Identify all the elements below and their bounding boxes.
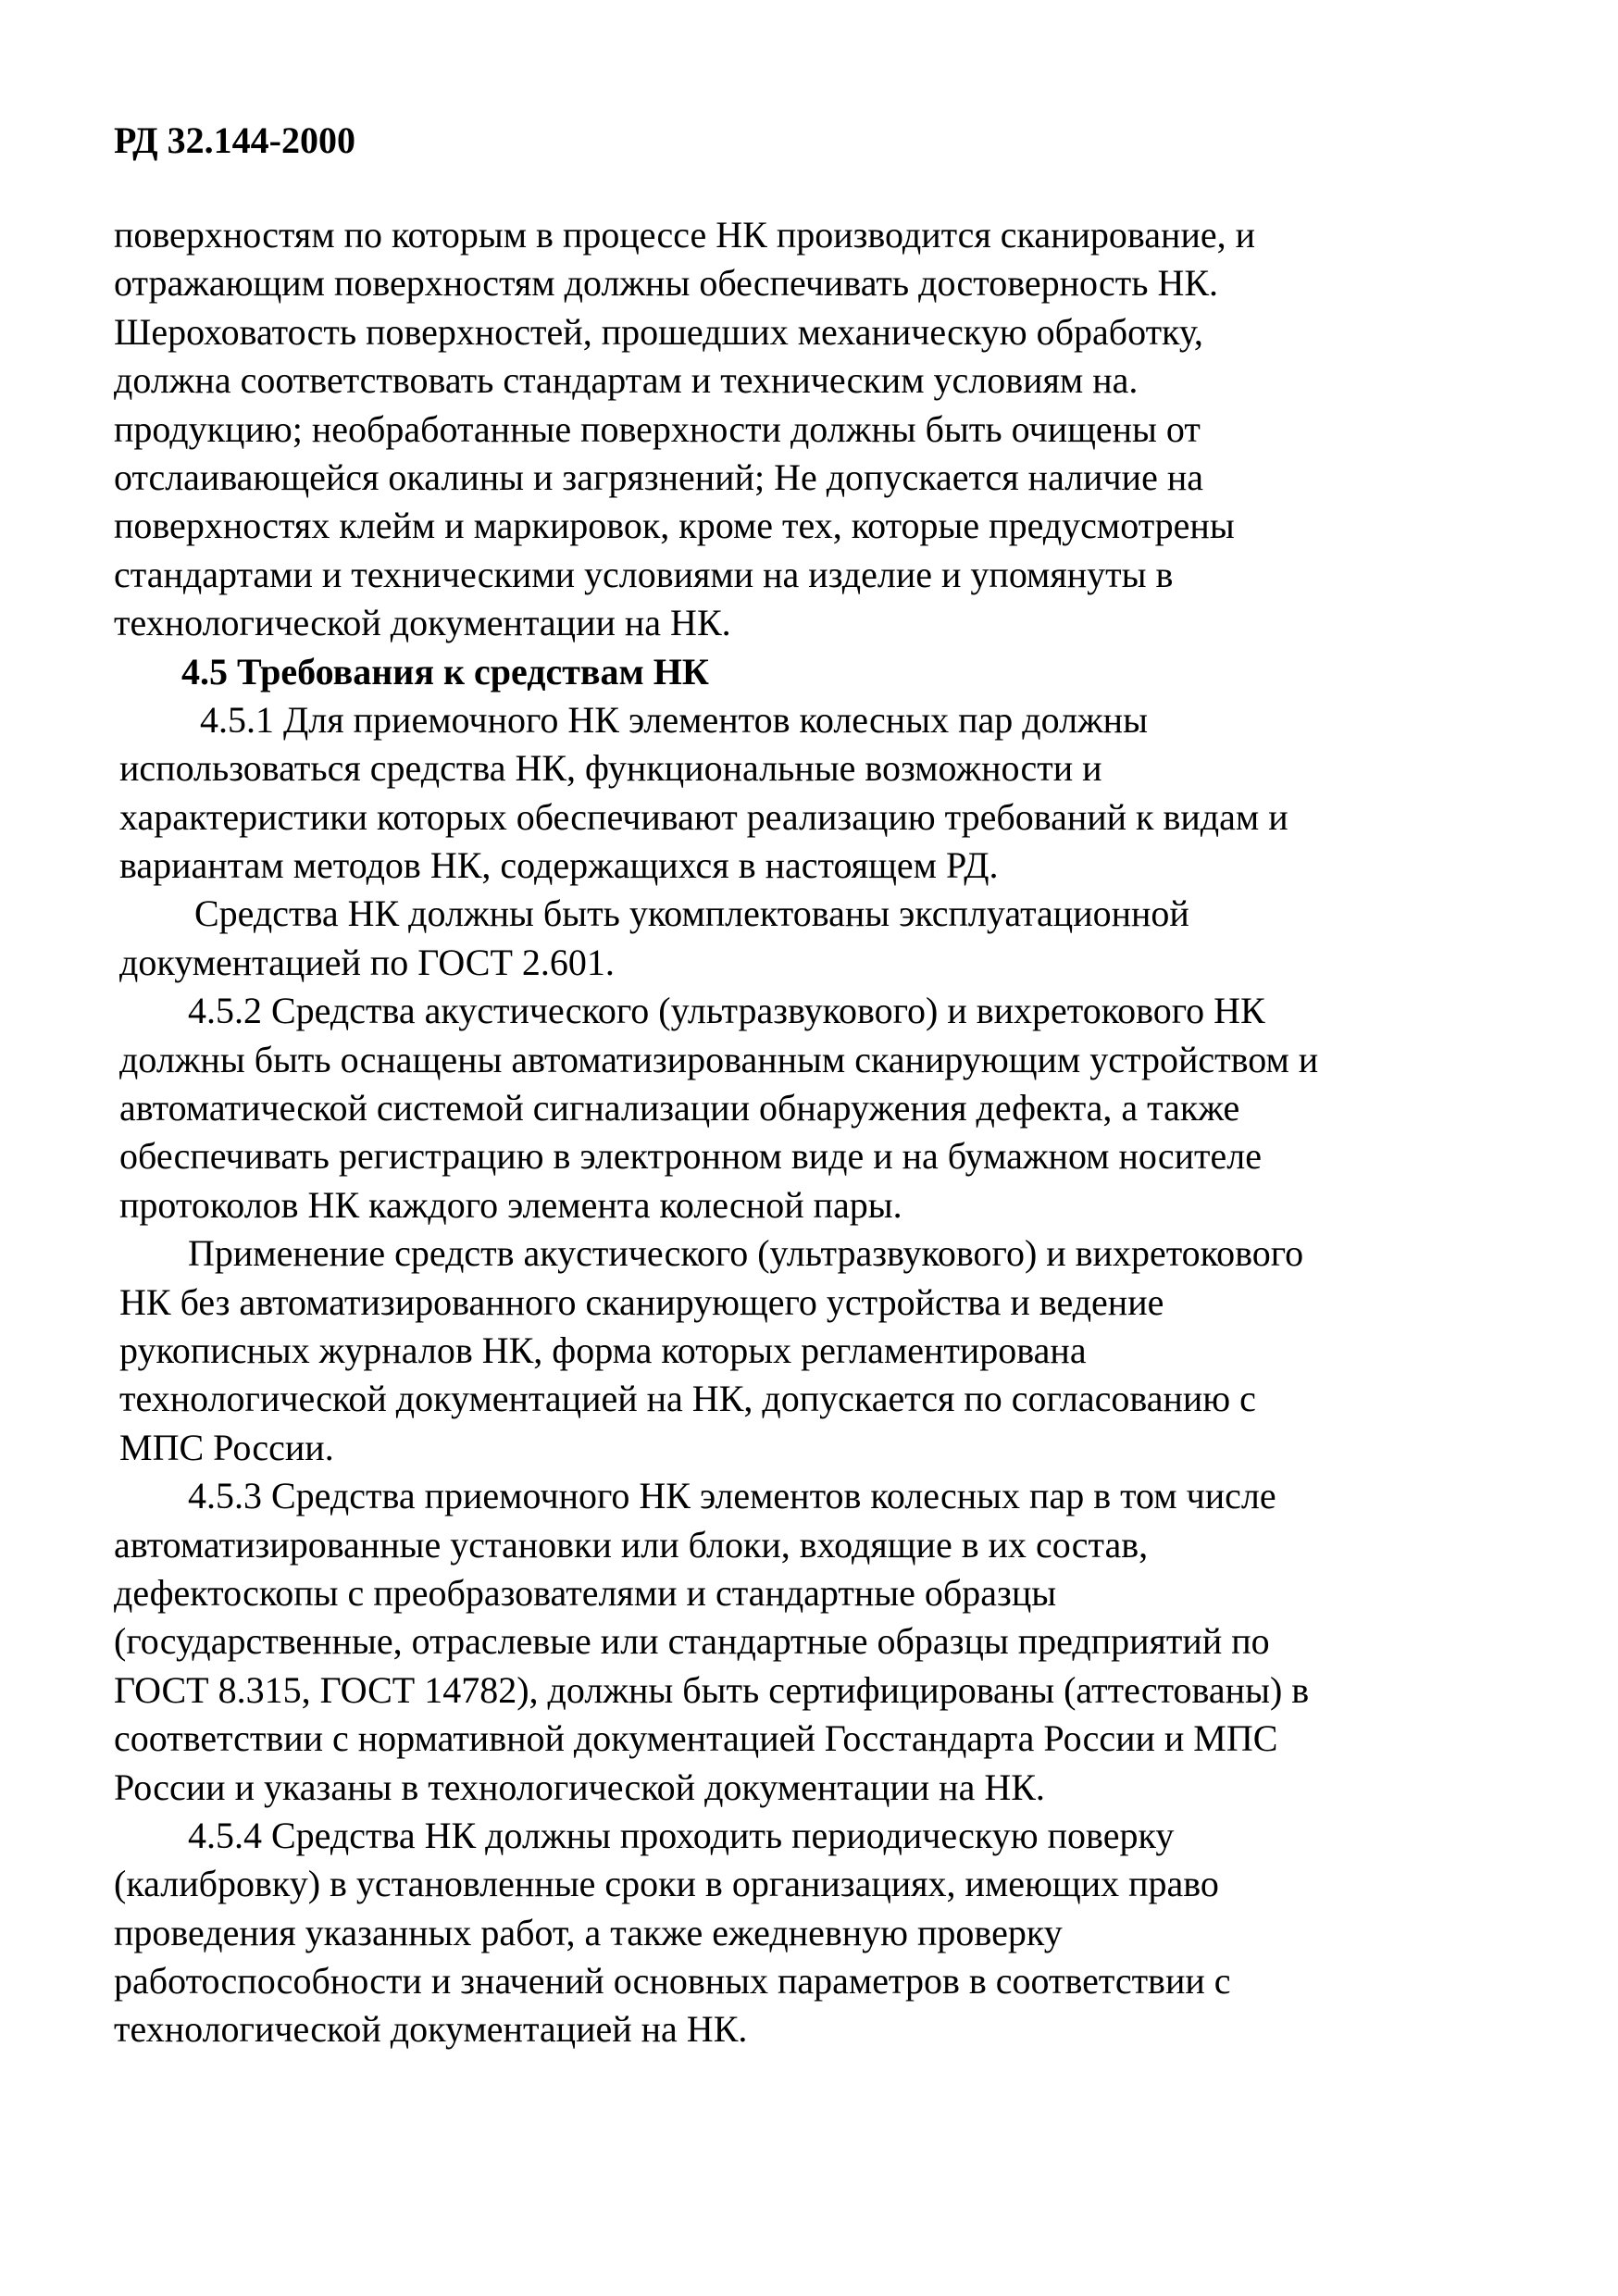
text-line: технологической документацией на НК.	[114, 2008, 748, 2051]
text-line: стандартами и техническими условиями на изделие и упомянуты в	[114, 553, 1174, 595]
text-line: соответствии с нормативной документацией Госстандарта России и МПС	[114, 1717, 1278, 1760]
text-line: протоколов НК каждого элемента колесной пары.	[119, 1183, 902, 1226]
text-line: должны быть оснащены автоматизированным сканирующим устройством и	[119, 1038, 1319, 1080]
text-line: документацией по ГОСТ 2.601.	[119, 941, 615, 983]
text-line: продукцию; необработанные поверхности должны быть очищены от	[114, 407, 1201, 450]
text-line: технологической документацией на НК, допускается по согласованию с	[119, 1378, 1256, 1420]
text-line: (государственные, отраслевые или стандартные образцы предприятий по	[114, 1620, 1270, 1663]
text-line: рукописных журналов НК, форма которых регламентирована	[119, 1329, 1087, 1371]
text-line: отражающим поверхностям должны обеспечивать достоверность НК.	[114, 262, 1219, 305]
text-line: поверхностям по которым в процессе НК производится сканирование, и	[114, 214, 1256, 256]
text-line: технологической документации на НК.	[114, 602, 731, 644]
text-line: 4.5.2 Средства акустического (ультразвукового) и вихретокового НК	[188, 990, 1265, 1032]
text-line: проведения указанных работ, а также ежедневную проверку	[114, 1911, 1063, 1953]
text-line: должна соответствовать стандартам и техническим условиям на.	[114, 359, 1139, 402]
text-line: дефектоскопы с преобразователями и стандартные образцы	[114, 1571, 1057, 1614]
document-code: РД 32.144-2000	[114, 119, 355, 161]
text-line: МПС России.	[119, 1426, 334, 1468]
section-heading: 4.5 Требования к средствам НК	[181, 650, 709, 693]
text-line: Средства НК должны быть укомплектованы эксплуатационной	[194, 892, 1189, 935]
text-line: вариантам методов НК, содержащихся в настоящем РД.	[119, 844, 999, 887]
text-line: автоматизированные установки или блоки, входящие в их состав,	[114, 1523, 1149, 1566]
text-line: 4.5.3 Средства приемочного НК элементов колесных пар в том числе	[188, 1475, 1276, 1517]
text-line: 4.5.1 Для приемочного НК элементов колесных пар должны	[200, 698, 1148, 741]
text-line: автоматической системой сигнализации обнаружения дефекта, а также	[119, 1087, 1240, 1129]
text-line: отслаивающейся окалины и загрязнений; Не допускается наличие на	[114, 455, 1203, 498]
text-line: 4.5.4 Средства НК должны проходить периодическую поверку	[188, 1814, 1175, 1856]
text-line: ГОСТ 8.315, ГОСТ 14782), должны быть сертифицированы (аттестованы) в	[114, 1668, 1310, 1711]
text-line: работоспособности и значений основных параметров в соответствии с	[114, 1960, 1231, 2003]
text-line: поверхностях клейм и маркировок, кроме тех, которые предусмотрены	[114, 505, 1235, 547]
text-line: характеристики которых обеспечивают реализацию требований к видам и	[119, 795, 1288, 838]
text-line: Применение средств акустического (ультразвукового) и вихретокового	[188, 1232, 1304, 1275]
text-line: Шероховатость поверхностей, прошедших механическую обработку,	[114, 310, 1203, 353]
text-line: обеспечивать регистрацию в электронном виде и на бумажном носителе	[119, 1135, 1263, 1178]
text-line: НК без автоматизированного сканирующего устройства и ведение	[119, 1280, 1164, 1323]
text-line: (калибровку) в установленные сроки в организациях, имеющих право	[114, 1863, 1219, 1905]
text-line: России и указаны в технологической документации на НК.	[114, 1766, 1045, 1808]
text-line: использоваться средства НК, функциональные возможности и	[119, 747, 1102, 790]
document-body	[114, 211, 1521, 2054]
